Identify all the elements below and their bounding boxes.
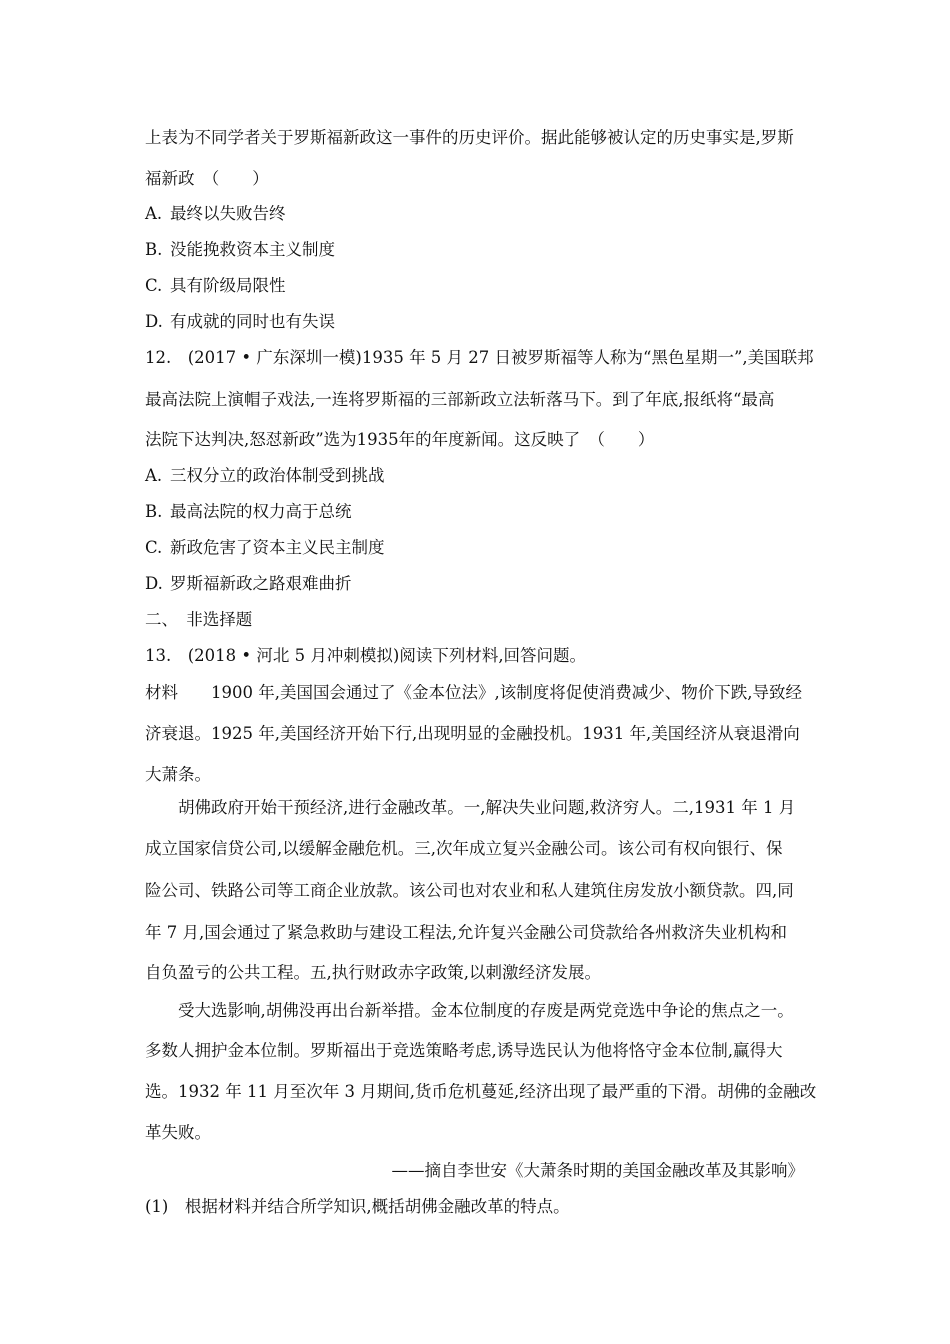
q11-stem-line-2: 福新政 （ ）	[145, 169, 269, 188]
q11-option-b	[145, 239, 805, 261]
option-letter: D.	[145, 574, 163, 593]
q13-material-p1-line-3: 大萧条。	[145, 765, 211, 784]
q13-subquestion-1: (1) 根据材料并结合所学知识,概括胡佛金融改革的特点。	[145, 1197, 570, 1216]
q11-option-d	[145, 311, 805, 333]
q13-material-p2-line-3: 险公司、铁路公司等工商企业放款。该公司也对农业和私人建筑住房发放小额贷款。四,同	[145, 881, 794, 900]
q13-material-p3-line-1: 受大选影响,胡佛没再出台新举措。金本位制度的存废是两党竞选中争论的焦点之一。	[178, 1001, 794, 1020]
option-letter: A.	[145, 204, 163, 223]
q13-material-p3-line-2: 多数人拥护金本位制。罗斯福出于竞选策略考虑,诱导选民认为他将恪守金本位制,赢得大	[145, 1041, 783, 1060]
q11-stem-line-1: 上表为不同学者关于罗斯福新政这一事件的历史评价。据此能够被认定的历史事实是,罗斯	[145, 128, 794, 147]
option-text: 没能挽救资本主义制度	[170, 240, 335, 259]
q12-option-d	[145, 573, 805, 595]
q13-material-p2-line-5: 自负盈亏的公共工程。五,执行财政赤字政策,以刺激经济发展。	[145, 963, 601, 982]
option-letter: A.	[145, 466, 163, 485]
option-letter: D.	[145, 312, 163, 331]
option-letter: B.	[145, 240, 163, 259]
q12-option-c	[145, 537, 805, 559]
q13-material-p1-line-1: 材料 1900 年,美国国会通过了《金本位法》,该制度将促使消费减少、物价下跌,导致经	[145, 683, 802, 702]
q13-material-p3-line-4: 革失败。	[145, 1123, 211, 1142]
section-heading: 二、 非选择题	[145, 610, 253, 629]
q13-material-p2-line-1: 胡佛政府开始干预经济,进行金融改革。一,解决失业问题,救济穷人。二,1931 年 1 月	[178, 798, 796, 817]
option-text: 最高法院的权力高于总统	[170, 502, 352, 521]
q13-material-p2-line-4: 年 7 月,国会通过了紧急救助与建设工程法,允许复兴金融公司贷款给各州救济失业机构和	[145, 923, 787, 942]
option-letter: B.	[145, 502, 163, 521]
q12-stem-line-1: 12. (2017 • 广东深圳一模)1935 年 5 月 27 日被罗斯福等人称为“黑色星期一”,美国联邦	[145, 348, 814, 367]
q12-option-a	[145, 465, 805, 487]
q12-stem-line-2: 最高法院上演帽子戏法,一连将罗斯福的三部新政立法斩落马下。到了年底,报纸将“最高	[145, 390, 775, 409]
option-text: 有成就的同时也有失误	[170, 312, 335, 331]
option-text: 三权分立的政治体制受到挑战	[170, 466, 385, 485]
q13-material-p2-line-2: 成立国家信贷公司,以缓解金融危机。三,次年成立复兴金融公司。该公司有权向银行、保	[145, 839, 783, 858]
q13-source-citation: ——摘自李世安《大萧条时期的美国金融改革及其影响》	[391, 1161, 804, 1180]
q11-option-a	[145, 203, 805, 225]
option-text: 最终以失败告终	[170, 204, 286, 223]
option-text: 新政危害了资本主义民主制度	[170, 538, 385, 557]
q13-material-p3-line-3: 选。1932 年 11 月至次年 3 月期间,货币危机蔓延,经济出现了最严重的下滑。胡佛的金融改	[145, 1082, 817, 1101]
option-letter: C.	[145, 538, 163, 557]
option-letter: C.	[145, 276, 163, 295]
q12-stem-line-3: 法院下达判决,怒怼新政”选为1935年的年度新闻。这反映了 （ ）	[145, 430, 655, 449]
q13-stem: 13. (2018 • 河北 5 月冲刺模拟)阅读下列材料,回答问题。	[145, 646, 587, 665]
option-text: 具有阶级局限性	[170, 276, 286, 295]
q11-option-c	[145, 275, 805, 297]
q13-material-p1-line-2: 济衰退。1925 年,美国经济开始下行,出现明显的金融投机。1931 年,美国经济从衰退滑向	[145, 724, 800, 743]
option-text: 罗斯福新政之路艰难曲折	[170, 574, 352, 593]
q12-option-b	[145, 501, 805, 523]
